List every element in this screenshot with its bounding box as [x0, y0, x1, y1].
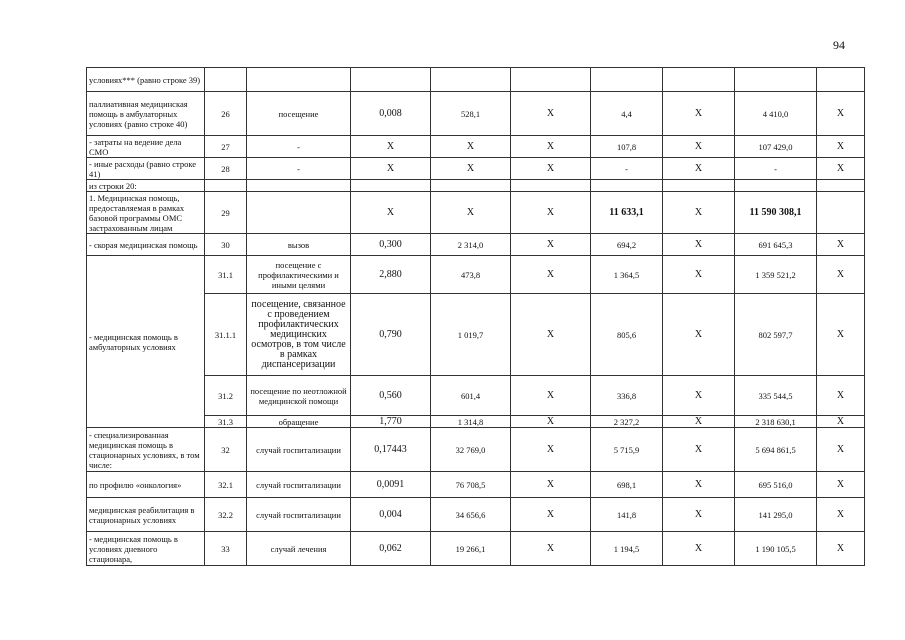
cell-v1: 0,790	[351, 294, 431, 376]
cell-v7: X	[817, 158, 865, 180]
cell-v1: 1,770	[351, 416, 431, 428]
cell-v6: 141 295,0	[735, 498, 817, 532]
cell-v5: X	[663, 416, 735, 428]
cell-v5	[663, 180, 735, 192]
cell-v6: 1 359 521,2	[735, 256, 817, 294]
cell-v1: 0,300	[351, 234, 431, 256]
cell-v5: X	[663, 428, 735, 472]
row-name: 1. Медицинская помощь, предоставляемая в рамках базовой программы ОМС застрахованным лицам	[87, 192, 205, 234]
cell-v3: X	[511, 158, 591, 180]
row-number: 29	[205, 192, 247, 234]
row-unit: обращение	[247, 416, 351, 428]
row-name: - специализированная медицинская помощь в стационарных условиях, в том числе:	[87, 428, 205, 472]
cell-v4	[591, 68, 663, 92]
cell-v4: 5 715,9	[591, 428, 663, 472]
cell-v1: 2,880	[351, 256, 431, 294]
row-number: 31.1	[205, 256, 247, 294]
cell-v5: X	[663, 294, 735, 376]
cell-v5: X	[663, 376, 735, 416]
cell-v4: 2 327,2	[591, 416, 663, 428]
table-row	[87, 92, 865, 136]
cell-v6: 691 645,3	[735, 234, 817, 256]
cell-v1: 0,17443	[351, 428, 431, 472]
cell-v2: 1 314,8	[431, 416, 511, 428]
page-number: 94	[833, 38, 845, 52]
cell-v6: 695 516,0	[735, 472, 817, 498]
cell-v4: 805,6	[591, 294, 663, 376]
row-name: медицинская реабилитация в стационарных условиях	[87, 498, 205, 532]
cell-v6: 335 544,5	[735, 376, 817, 416]
cell-v4: 694,2	[591, 234, 663, 256]
row-unit: посещение по неотложной медицинской помощи	[247, 376, 351, 416]
cell-v6	[735, 180, 817, 192]
cell-v2: X	[431, 192, 511, 234]
cell-v5: X	[663, 136, 735, 158]
row-name: паллиативная медицинская помощь в амбулаторных условиях (равно строке 40)	[87, 92, 205, 136]
cell-v6: -	[735, 158, 817, 180]
row-unit: случай госпитализации	[247, 498, 351, 532]
cell-v7: X	[817, 428, 865, 472]
row-number: 31.2	[205, 376, 247, 416]
cell-v1: X	[351, 192, 431, 234]
table-row	[87, 234, 865, 256]
cell-v7: X	[817, 532, 865, 566]
cell-v3: X	[511, 472, 591, 498]
row-number	[205, 180, 247, 192]
row-number: 33	[205, 532, 247, 566]
cell-v2: 76 708,5	[431, 472, 511, 498]
cell-v2: X	[431, 136, 511, 158]
cell-v2	[431, 68, 511, 92]
row-unit: посещение, связанное с проведением профилактических медицинских осмотров, в том числе в рамках диспансеризации	[247, 294, 351, 376]
table-row	[87, 498, 865, 532]
row-name: условиях*** (равно строке 39)	[87, 68, 205, 92]
cell-v2: 32 769,0	[431, 428, 511, 472]
row-unit: -	[247, 158, 351, 180]
row-name: - скорая медицинская помощь	[87, 234, 205, 256]
cell-v3: X	[511, 428, 591, 472]
cell-v6: 107 429,0	[735, 136, 817, 158]
row-unit: случай лечения	[247, 532, 351, 566]
table-row	[87, 472, 865, 498]
cell-v7: X	[817, 472, 865, 498]
cell-v7: X	[817, 498, 865, 532]
cell-v4	[591, 180, 663, 192]
row-name: - медицинская помощь в амбулаторных условиях	[87, 256, 205, 428]
row-unit: -	[247, 136, 351, 158]
cell-v2: 528,1	[431, 92, 511, 136]
cell-v7: X	[817, 376, 865, 416]
row-unit: вызов	[247, 234, 351, 256]
cell-v4: 4,4	[591, 92, 663, 136]
cell-v6: 4 410,0	[735, 92, 817, 136]
cell-v1: 0,062	[351, 532, 431, 566]
cell-v1: X	[351, 136, 431, 158]
cell-v4: 336,8	[591, 376, 663, 416]
table-row	[87, 428, 865, 472]
cell-v1: 0,004	[351, 498, 431, 532]
cell-v7: X	[817, 256, 865, 294]
row-unit: посещение с профилактическими и иными целями	[247, 256, 351, 294]
cell-v5: X	[663, 192, 735, 234]
cell-v3: X	[511, 234, 591, 256]
cell-v7: X	[817, 416, 865, 428]
row-number: 27	[205, 136, 247, 158]
cell-v7: X	[817, 92, 865, 136]
cell-v3: X	[511, 136, 591, 158]
row-number: 31.1.1	[205, 294, 247, 376]
cell-v4: 11 633,1	[591, 192, 663, 234]
row-number: 31.3	[205, 416, 247, 428]
cell-v2: 473,8	[431, 256, 511, 294]
cell-v6: 5 694 861,5	[735, 428, 817, 472]
row-unit	[247, 180, 351, 192]
row-unit	[247, 192, 351, 234]
cell-v3: X	[511, 416, 591, 428]
cell-v7	[817, 68, 865, 92]
data-table	[86, 67, 865, 566]
cell-v2	[431, 180, 511, 192]
cell-v3: X	[511, 532, 591, 566]
cell-v5: X	[663, 532, 735, 566]
cell-v1	[351, 68, 431, 92]
cell-v1: 0,0091	[351, 472, 431, 498]
cell-v2: 1 019,7	[431, 294, 511, 376]
cell-v2: 601,4	[431, 376, 511, 416]
cell-v3: X	[511, 92, 591, 136]
cell-v3: X	[511, 256, 591, 294]
row-number: 32.1	[205, 472, 247, 498]
cell-v5: X	[663, 158, 735, 180]
cell-v4: 1 194,5	[591, 532, 663, 566]
row-number: 30	[205, 234, 247, 256]
cell-v4: -	[591, 158, 663, 180]
row-number	[205, 68, 247, 92]
cell-v3: X	[511, 376, 591, 416]
row-number: 32.2	[205, 498, 247, 532]
row-unit: посещение	[247, 92, 351, 136]
table-row	[87, 136, 865, 158]
cell-v4: 1 364,5	[591, 256, 663, 294]
cell-v3: X	[511, 294, 591, 376]
row-name: - иные расходы (равно строке 41)	[87, 158, 205, 180]
table-row	[87, 158, 865, 180]
cell-v5: X	[663, 92, 735, 136]
cell-v3: X	[511, 498, 591, 532]
row-name: - медицинская помощь в условиях дневного стационара,	[87, 532, 205, 566]
cell-v2: X	[431, 158, 511, 180]
table-row	[87, 180, 865, 192]
cell-v5: X	[663, 498, 735, 532]
cell-v2: 19 266,1	[431, 532, 511, 566]
table-row	[87, 68, 865, 92]
cell-v7	[817, 180, 865, 192]
row-unit: случай госпитализации	[247, 472, 351, 498]
table-row	[87, 192, 865, 234]
cell-v1	[351, 180, 431, 192]
cell-v3	[511, 180, 591, 192]
cell-v7: X	[817, 136, 865, 158]
cell-v4: 141,8	[591, 498, 663, 532]
row-number: 32	[205, 428, 247, 472]
row-name: - затраты на ведение дела СМО	[87, 136, 205, 158]
cell-v7	[817, 192, 865, 234]
row-number: 26	[205, 92, 247, 136]
cell-v4: 107,8	[591, 136, 663, 158]
cell-v4: 698,1	[591, 472, 663, 498]
row-name: по профилю «онкология»	[87, 472, 205, 498]
cell-v6: 11 590 308,1	[735, 192, 817, 234]
cell-v5: X	[663, 234, 735, 256]
cell-v1: 0,560	[351, 376, 431, 416]
cell-v5: X	[663, 256, 735, 294]
cell-v2: 2 314,0	[431, 234, 511, 256]
cell-v1: X	[351, 158, 431, 180]
row-unit	[247, 68, 351, 92]
row-unit: случай госпитализации	[247, 428, 351, 472]
cell-v3	[511, 68, 591, 92]
cell-v6	[735, 68, 817, 92]
cell-v6: 802 597,7	[735, 294, 817, 376]
cell-v3: X	[511, 192, 591, 234]
cell-v6: 2 318 630,1	[735, 416, 817, 428]
cell-v6: 1 190 105,5	[735, 532, 817, 566]
table-row	[87, 256, 865, 294]
table-row	[87, 532, 865, 566]
cell-v5	[663, 68, 735, 92]
cell-v7: X	[817, 234, 865, 256]
row-number: 28	[205, 158, 247, 180]
cell-v7: X	[817, 294, 865, 376]
cell-v1: 0,008	[351, 92, 431, 136]
cell-v2: 34 656,6	[431, 498, 511, 532]
row-name: из строки 20:	[87, 180, 205, 192]
cell-v5: X	[663, 472, 735, 498]
